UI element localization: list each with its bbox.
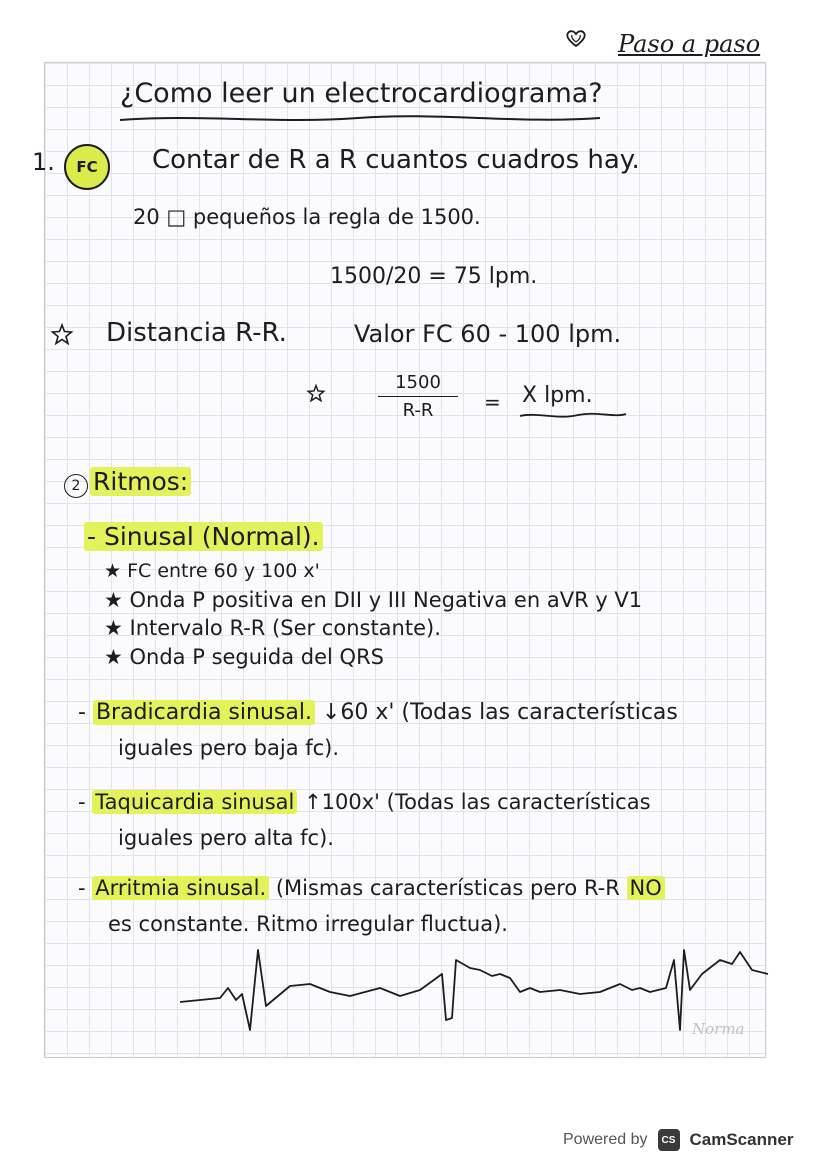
step-1-line-2: 20 □ pequeños la regla de 1500.: [133, 205, 481, 229]
step-by-step-tag: Paso a paso: [618, 30, 761, 58]
sinusal-item-3-text: Intervalo R-R (Ser constante).: [129, 616, 441, 640]
taquicardia-label: Taquicardia sinusal: [92, 790, 297, 814]
camscanner-logo-icon: CS: [658, 1129, 680, 1151]
page-title: ¿Como leer un electrocardiograma?: [120, 78, 603, 109]
powered-by-text: Powered by: [563, 1131, 648, 1148]
arritmia-line-2: es constante. Ritmo irregular fluctua).: [108, 912, 508, 936]
sinusal-heading-text: - Sinusal (Normal).: [84, 522, 323, 551]
formula-equals: =: [484, 390, 501, 414]
step-2-number: 2: [64, 474, 88, 498]
fc-value-label: Valor FC 60 - 100 lpm.: [354, 320, 622, 348]
title-underline: [118, 112, 603, 126]
bradicardia-row: - Bradicardia sinusal. ↓60 x' (Todas las características: [78, 700, 678, 725]
bradicardia-line-2: iguales pero baja fc).: [118, 736, 340, 760]
formula-numerator: 1500: [395, 372, 441, 393]
step-2-title: Ritmos:: [90, 467, 191, 496]
heart-icon: [565, 28, 587, 48]
arritmia-label: Arritmia sinusal.: [92, 876, 269, 900]
formula-result-underline: [518, 410, 628, 422]
arritmia-no: NO: [627, 876, 665, 900]
taquicardia-row: - Taquicardia sinusal ↑100x' (Todas las características: [78, 790, 651, 814]
sinusal-item-1-text: FC entre 60 y 100 x': [127, 560, 320, 582]
fc-badge: FC: [64, 144, 110, 190]
notebook-brand-watermark: Norma: [692, 1020, 745, 1038]
sinusal-item-3: ★ Intervalo R-R (Ser constante).: [104, 616, 441, 640]
sinusal-heading: [84, 522, 323, 551]
camscanner-footer: [563, 1122, 793, 1158]
sinusal-item-2-text: Onda P positiva en DII y III Negativa en aVR y V1: [129, 588, 643, 612]
formula-result: X lpm.: [522, 383, 593, 408]
formula-denominator: R-R: [402, 400, 434, 421]
distance-label: Distancia R-R.: [106, 318, 287, 348]
arritmia-line-1: (Mismas características pero R-R: [275, 876, 620, 900]
step-1-number: 1.: [32, 148, 55, 176]
bradicardia-line-1: ↓60 x' (Todas las características: [321, 700, 678, 725]
ecg-trace: [180, 930, 770, 1040]
step-1-line-3: 1500/20 = 75 lpm.: [330, 264, 538, 289]
sinusal-item-4-text: Onda P seguida del QRS: [129, 645, 384, 669]
camscanner-brand: CamScanner: [689, 1130, 794, 1149]
sinusal-item-1: ★ FC entre 60 y 100 x': [104, 560, 320, 582]
arritmia-row: - Arritmia sinusal. (Mismas características pero R-R NO: [78, 876, 665, 900]
star-icon: [50, 323, 74, 345]
formula-fraction: [378, 372, 458, 421]
bradicardia-label: Bradicardia sinusal.: [93, 700, 315, 725]
step-1-line-1: Contar de R a R cuantos cuadros hay.: [152, 145, 640, 175]
taquicardia-line-2: iguales pero alta fc).: [118, 826, 334, 850]
sinusal-item-4: ★ Onda P seguida del QRS: [104, 645, 384, 669]
taquicardia-line-1: ↑100x' (Todas las características: [304, 790, 651, 814]
sinusal-item-2: ★ Onda P positiva en DII y III Negativa en aVR y V1: [104, 588, 643, 612]
star-small-icon: [306, 384, 326, 402]
